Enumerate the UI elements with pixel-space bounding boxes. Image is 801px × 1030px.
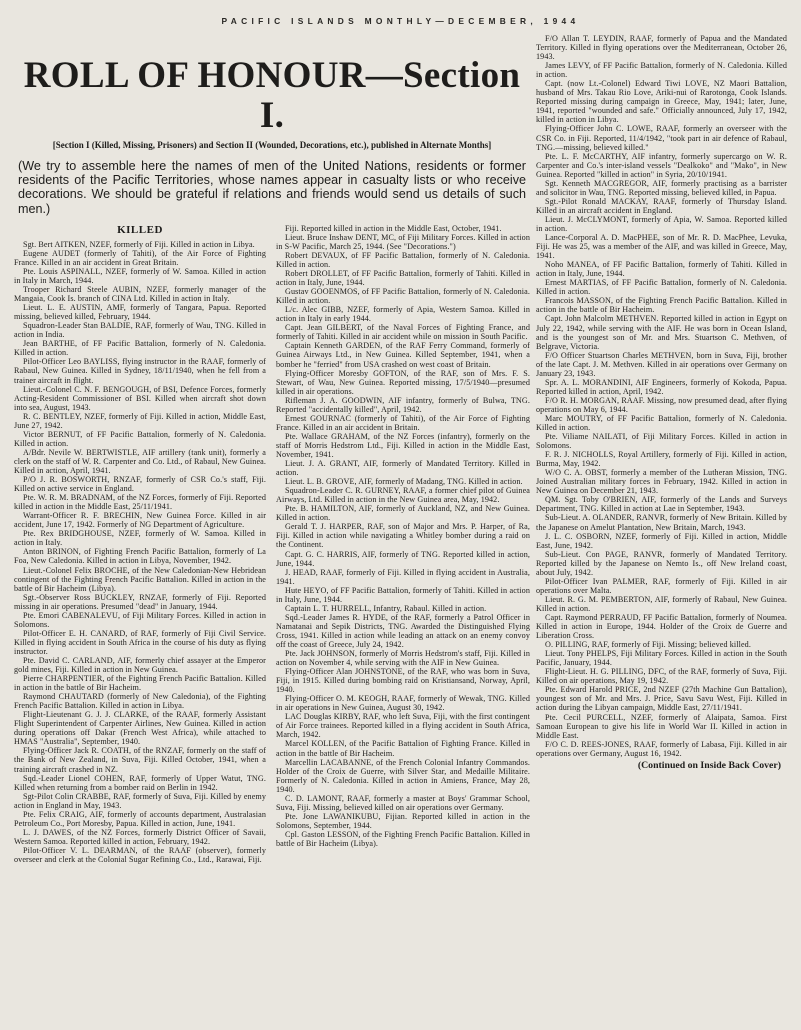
casualty-entry: L. J. DAWES, of the NZ Forces, formerly District Officer of Savaii, Western Samoa. Reported killed in action, February, 1942. — [14, 827, 266, 846]
casualty-entry: QM. Sgt. Toby O'BRIEN, AIF, formerly of the Lands and Surveys Department, TNG. Killed in action at Lae in September, 1943. — [536, 495, 787, 514]
casualty-entry: Cpl. Gaston LESSON, of the Fighting French Pacific Battalion. Killed in battle of Bir Hacheim (Libya). — [276, 829, 530, 848]
casualty-entry: Victor BERNUT, of FF Pacific Battalion, formerly of N. Caledonia. Killed in action. — [14, 429, 266, 448]
casualty-entry: Pte. B. HAMILTON, AIF, formerly of Auckland, NZ, and New Guinea. Killed in action. — [276, 504, 530, 523]
casualty-entry: Pte. Cecil PURCELL, NZEF, formerly of Alaipata, Samoa. First Samoan European to give his life in World War II. Killed in action in Middle East. — [536, 712, 787, 740]
casualty-entry: Lieut. J. A. GRANT, AIF, formerly of Mandated Territory. Killed in action. — [276, 459, 530, 478]
casualty-entry: Sgt.-Pilot Ronald MACKAY, RAAF, formerly of Thursday Island. Killed in an aircraft accident in England. — [536, 196, 787, 215]
casualty-entry: Flying-Officer Alan JOHNSTONE, of the RAF, who was born in Suva, Fiji, in 1915. Killed during bombing raid on Kristiansand, Norway, April, 1940. — [276, 667, 530, 695]
casualty-entry: Pte. David C. CARLAND, AIF, formerly chief assayer at the Emperor gold mines, Fiji. Killed in action in New Guinea. — [14, 655, 266, 675]
continued-note: (Continued on Inside Back Cover) — [637, 759, 781, 771]
casualty-entry: W/O C. A. OBST, formerly a member of the Lutheran Mission, TNG. Joined Australian military forces in February, 1942. Killed in action in New Guinea on December 21, 1943. — [536, 468, 787, 496]
casualty-entry: Robert DROLLET, of FF Pacific Battalion, formerly of Tahiti. Killed in action in Italy, June, 1944. — [276, 269, 530, 288]
intro-paragraph: (We try to assemble here the names of men of the United Nations, residents or former residents of the Pacific Territories, whose names appear in casualty lists or who receive decorations. We should be grateful if relations and friends would send us details of such men.) — [18, 159, 526, 216]
page-subtitle: [Section I (Killed, Missing, Prisoners) and Section II (Wounded, Decorations, etc.), published in Alternate Months] — [52, 140, 492, 150]
casualty-entry: Flight-Lieutenant G. J. J. CLARKE, of the RAAF, formerly Assistant Flight Superintendent of Carpenter Airlines, New Guinea. Killed in action during operations off Dakar (French West Africa), while attached to HMAS "Australia", September, 1940. — [14, 710, 266, 747]
casualty-entry: Sqd.-Leader Lionel COHEN, RAF, formerly of Upper Watut, TNG. Killed when returning from a bomber raid on Berlin in 1942. — [14, 773, 266, 792]
casualty-entry: Jean BARTHE, of FF Pacific Battalion, formerly of N. Caledonia. Killed in action. — [14, 339, 266, 358]
casualty-entry: Captain L. T. HURRELL, Infantry, Rabaul. Killed in action. — [285, 603, 487, 613]
casualty-entry: Marcel KOLLEN, of the Pacific Battalion of Fighting France. Killed in action in the battle of Bir Hacheim. — [276, 739, 530, 758]
casualty-entry: Pte. Louis ASPINALL, NZEF, formerly of W. Samoa. Killed in action in Italy in March, 1944. — [14, 266, 266, 285]
casualty-entry: Trooper Richard Steele AUBIN, NZEF, formerly manager of the Mangaia, Cook Is. branch of CINA Ltd. Killed in action in Italy. — [14, 285, 266, 304]
casualty-entry: Pte. Rex BRIDGHOUSE, NZEF, formerly of W. Samoa. Killed in action in Italy. — [14, 529, 266, 548]
casualty-entry: J. L. C. OSBORN, NZEF, formerly of Fiji. Killed in action, Middle East, June, 1942. — [536, 531, 787, 550]
casualty-entry: R. C. BENTLEY, NZEF, formerly of Fiji. Killed in action, Middle East, June 27, 1942. — [14, 411, 266, 430]
casualty-entry: Capt. John Malcolm METHVEN. Reported killed in action in Egypt on July 22, 1942, while serving with the AIF. He was born in Ocean Island, and is the youngest son of Mr. and Mrs. Stuartson C. Methven, of Belgrave, Victoria. — [536, 314, 787, 351]
casualty-entry: C. D. LAMONT, RAAF, formerly a master at Boys' Grammar School, Suva, Fiji. Missing, believed killed on air operations over Germany. — [276, 793, 530, 812]
casualty-entry: Marcellin LACABANNE, of the French Colonial Infantry Commandos. Holder of the Croix de Guerre, with Silver Star, and Medaille Militaire. Formerly of N. Caledonia. Killed in action in Amiens, France, May 28, 1940. — [276, 757, 530, 794]
casualty-entry: L/c. Alec GIBB, NZEF, formerly of Apia, Western Samoa. Killed in action in Italy in early 1944. — [276, 305, 530, 324]
column-3 — [530, 34, 787, 1018]
column-2-entries — [276, 224, 530, 848]
casualty-entry: Lieut.-Colonel C. N. F. BENGOUGH, of BSI, Defence Forces, formerly Acting-Resident Commissioner of BSI. Killed when aircraft shot down into sea, August, 1943. — [14, 384, 266, 412]
casualty-entry: Sub-Lieut. Con PAGE, RANVR, formerly of Mandated Territory. Reported killed by the Japanese on Nemto Is., off New Ireland coast, about July, 1942. — [536, 549, 787, 577]
casualty-entry: Pilot-Officer V. L. DEARMAN, of the RAAF (observer), formerly overseer and clerk at the Colonial Sugar Refining Co., Ltd., Rarawai, Fiji. — [14, 845, 266, 864]
casualty-entry: Pte. Jack JOHNSON, formerly of Morris Hedstrom's staff, Fiji. Killed in action on November 4, while serving with the AIF in New Guinea. — [276, 649, 530, 668]
casualty-entry: Flight-Lieut. H. G. PILLING, DFC, of the RAF, formerly of Suva, Fiji. Killed on air operations, May 19, 1942. — [536, 667, 787, 686]
casualty-entry: Flying-Officer John C. LOWE, RAAF, formerly an overseer with the CSR Co. in Fiji. Reported, 11/4/1942, "took part in air defence of Rabaul, TNG.—missing, believed killed." — [536, 124, 787, 152]
running-head: PACIFIC ISLANDS MONTHLY—DECEMBER, 1944 — [221, 16, 580, 26]
casualty-entry: Pte. Viliame NAILATI, of Fiji Military Forces. Killed in action in Solomons. — [536, 432, 787, 451]
casualty-entry: Lieut.-Colonel Felix BROCHE, of the New Caledonian-New Hebridean contingent of the Fighting French Pacific Battalion. Killed in action in the battle of Bir Hacheim (Libya). — [14, 565, 266, 593]
casualty-entry: Pte. Wallace GRAHAM, of the NZ Forces (infantry), formerly on the staff of Morris Hedstrom Ltd., Fiji. Killed in action in the Middle East, November, 1941. — [276, 431, 530, 459]
casualty-entry: P/O J. R. BOSWORTH, RNZAF, formerly of CSR Co.'s staff, Fiji. Killed on active service in England. — [14, 475, 266, 494]
casualty-entry: Pilot-Officer Leo BAYLISS, flying instructor in the RAAF, formerly of Rabaul, New Guinea. Killed in Sydney, 18/11/1940, when he fell from a trainer aircraft in flight. — [14, 357, 266, 385]
casualty-entry: Capt. (now Lt.-Colonel) Edward Tiwi LOVE, NZ Maori Battalion, husband of Mrs. Takau Rio Love, Ariki-nui of Rarotonga, Cook Islands. Reported missing during campaign in Greece, May, 1941; later, June, 1941, reported "wounded and safe." Officially announced, July 17, 1942, killed in action in Libya. — [536, 79, 787, 125]
casualty-entry: J. HEAD, RAAF, formerly of Fiji. Killed in flying accident in Australia, 1941. — [276, 567, 530, 586]
casualty-entry: F/O Allan T. LEYDIN, RAAF, formerly of Papua and the Mandated Territory. Killed in flying operations over the Mediterranean, October 26, 1943. — [536, 34, 787, 62]
casualty-entry: Gustav GOOENMOS, of FF Pacific Battalion, formerly of N. Caledonia. Killed in action. — [276, 287, 530, 306]
casualty-entry: Lance-Corporal A. D. MacPHEE, son of Mr. R. D. MacPhee, Levuka, Fiji. He was 25, was a member of the AIF, and was killed in Greece, May, 1941. — [536, 233, 787, 261]
casualty-entry: F/O R. H. MORGAN, RAAF. Missing, now presumed dead, after flying operations on May 6, 1944. — [536, 395, 787, 414]
page-title: ROLL OF HONOUR—Section I. — [23, 55, 521, 136]
casualty-entry: LAC Douglas KIRBY, RAF, who left Suva, Fiji, with the first contingent of Air Force trainees. Reported killed in a flying accident in South Africa, March, 1942. — [276, 712, 530, 740]
casualty-entry: F. R. J. NICHOLLS, Royal Artillery, formerly of Fiji. Killed in action, Burma, May, 1942. — [536, 450, 787, 469]
casualty-entry: Anton BRINON, of Fighting French Pacific Battalion, formerly of La Foa, New Caledonia. Killed in action in Libya, November, 1942. — [14, 547, 266, 566]
casualty-entry: Spr. A. L. MORANDINI, AIF Engineers, formerly of Kokoda, Papua. Reported killed in action, April, 1942. — [536, 377, 787, 396]
casualty-entry: Capt. Jean GILBERT, of the Naval Forces of Fighting France, and formerly of Tahiti. Killed in air accident while on mission in South Pacific. — [276, 323, 530, 342]
casualty-entry: Sgt. Bert AITKEN, NZEF, formerly of Fiji. Killed in action in Libya. — [23, 239, 255, 249]
casualty-entry: Squadron-Leader C. R. GURNEY, RAAF, a former chief pilot of Guinea Airways, Ltd. Killed in action in the New Guinea area, May, 1942. — [276, 486, 530, 505]
casualty-entry: Lieut. L. E. AUSTIN, AMF, formerly of Tangara, Papua. Reported missing, believed killed, February, 1944. — [14, 303, 266, 322]
casualty-entry: Warrant-Officer R. F. BRECHIN, New Guinea Force. Killed in air accident, June 17, 1942. Formerly of NG Department of Agriculture. — [14, 511, 266, 530]
casualty-entry: F/O C. D. REES-JONES, RAAF, formerly of Labasa, Fiji. Killed in air operations over Germany, August 16, 1942. — [536, 739, 787, 758]
casualty-entry: Sgt. Kenneth MACGREGOR, AIF, formerly practising as a barrister and solicitor in Wau, TNG. Reported missing, believed killed, in Papua. — [536, 178, 787, 197]
lower-columns — [14, 224, 530, 1018]
casualty-entry: Flying-Officer Jack R. COATH, of the RNZAF, formerly on the staff of the Bank of New Zealand, in Suva, Fiji. Killed October, 1941, when a training aircraft crashed in NZ. — [14, 746, 266, 774]
casualty-entry: Lieut. R. G. M. PEMBERTON, AIF, formerly of Rabaul, New Guinea. Killed in action. — [536, 594, 787, 613]
casualty-entry: James LEVY, of FF Pacific Battalion, formerly of N. Caledonia. Killed in action. — [536, 61, 787, 80]
casualty-entry: O. PILLING, RAF, formerly of Fiji. Missing; believed killed. — [545, 640, 751, 650]
casualty-entry: Hute HEYO, of FF Pacific Battalion, formerly of Tahiti. Killed in action in Italy, June, 1944. — [276, 585, 530, 604]
casualty-entry: Sub-Lieut. A. OLANDER, RANVR, formerly of New Britain. Killed by the Japanese on Amelut Plantation, New Britain, March, 1943. — [536, 513, 787, 532]
page-columns — [14, 34, 787, 1018]
casualty-entry: Pte. Edward Harold PRICE, 2nd NZEF (27th Machine Gun Battalion), youngest son of Mr. and Mrs. J. Price, Savu Savu West, Fiji. Killed in action during the Libyan campaign, Middle East, 27/11/1941. — [536, 685, 787, 713]
casualty-entry: Pte. Emori CABENALEVU, of Fiji Military Forces. Killed in action in Solomons. — [14, 610, 266, 629]
column-2 — [272, 224, 530, 1018]
casualty-entry: Sgt.-Observer Ross BUCKLEY, RNZAF, formerly of Fiji. Reported missing in air operations. Presumed "dead" in January, 1944. — [14, 592, 266, 611]
casualty-entry: Gerald T. J. HARPER, RAF, son of Major and Mrs. P. Harper, of Ra, Fiji. Killed in action while navigating a Whitley bomber during a raid on the Continent. — [276, 522, 530, 550]
casualty-entry: Rifleman J. A. GOODWIN, AIF infantry, formerly of Bulwa, TNG. Reported "accidentally killed", April, 1942. — [276, 395, 530, 414]
column-1-entries — [14, 240, 266, 864]
casualty-entry: Fiji. Reported killed in action in the Middle East, October, 1941. — [285, 223, 502, 233]
casualty-entry: Pte. Felix CRAIG, AIF, formerly of accounts department, Australasian Petroleum Co., Port Moresby, Papua. Killed in action, June, 1941. — [14, 809, 266, 828]
casualty-entry: Lieut. L. B. GROVE, AIF, formerly of Madang, TNG. Killed in action. — [285, 477, 523, 487]
casualty-entry: Ernest GOURNAC (formerly of Tahiti), of the Air Force of Fighting France. Killed in an air accident in Britain. — [276, 413, 530, 432]
casualty-entry: Eugene AUDET (formerly of Tahiti), of the Air Force of Fighting France. Killed in an air accident in Great Britain. — [14, 248, 266, 267]
casualty-entry: Lieut. J. McCLYMONT, formerly of Apia, W. Samoa. Reported killed in action. — [536, 214, 787, 233]
casualty-entry: Lieut. Tony PHELPS, Fiji Military Forces. Killed in action in the South Pacific, January, 1944. — [536, 649, 787, 668]
casualty-entry: Marc MOUTRY, of FF Pacific Battalion, formerly of N. Caledonia. Killed in action. — [536, 413, 787, 433]
casualty-entry: Pilot-Officer E. H. CANARD, of RAF, formerly of Fiji Civil Service. Killed in flying accident in South Africa in the course of his duty as flying instructor. — [14, 628, 266, 656]
left-block — [14, 34, 530, 1018]
casualty-entry: Squadron-Leader Stan BALDIE, RAF, formerly of Wau, TNG. Killed in action in India. — [14, 321, 266, 340]
casualty-entry: Capt. G. C. HARRIS, AIF, formerly of TNG. Reported killed in action, June, 1944. — [276, 549, 530, 568]
casualty-entry: Pilot-Officer Ivan PALMER, RAF, formerly of Fiji. Killed in air operations over Malta. — [536, 576, 787, 595]
casualty-entry: Sgt-Pilot Colin CRABBE, RAF, formerly of Suva, Fiji. Killed by enemy action in England in May, 1943. — [14, 791, 266, 810]
section-heading-killed: KILLED — [117, 223, 163, 236]
casualty-entry: Pte. L. F. McCARTHY, AIF infantry, formerly supercargo on W. R. Carpenter and Co.'s inter-island vessels "Dealkoko" and "Mako", in New Guinea. Reported "killed in action" in Syria, 20/10/1941. — [536, 151, 787, 179]
casualty-entry: Flying-Officer O. M. KEOGH, RAAF, formerly of Wewak, TNG. Killed in air operations in New Guinea, August 30, 1942. — [276, 694, 530, 713]
casualty-entry: Ernest MARTIAS, of FF Pacific Battalion, formerly of N. Caledonia. Killed in action. — [536, 278, 787, 297]
casualty-entry: Captain Kenneth GARDEN, of the RAF Ferry Command, formerly of Guinea Airways Ltd., in New Guinea. Killed September, 1941, when a bomber he "ferried" from USA crashed on west coast of Britain. — [276, 341, 530, 369]
magazine-page — [14, 12, 787, 1022]
casualty-entry: Sqd.-Leader James R. HYDE, of the RAF, formerly a Patrol Officer in Namatanai and Sepik Districts, TNG. Awarded the Distinguished Flying Cross, 1941. Killed in action while leading an attack on an enemy convoy off the coast of Greece, July 24, 1942. — [276, 612, 530, 649]
casualty-entry: Francois MASSON, of the Fighting French Pacific Battalion. Killed in action in the battle of Bir Hacheim. — [536, 296, 787, 315]
casualty-entry: Lieut. Bruce Inshaw DENT, MC, of Fiji Military Forces. Killed in action in S-W Pacific, March 25, 1944. (See "Decorations.") — [276, 232, 530, 251]
column-1 — [14, 224, 272, 1018]
casualty-entry: Capt. Raymond PERRAUD, FF Pacific Battalion, formerly of Noumea. Killed in action in Europe, 1944. Holder of the Croix de Guerre and Liberation Cross. — [536, 613, 787, 641]
casualty-entry: Pierre CHARPENTIER, of the Fighting French Pacific Battalion. Killed in action in the battle of Bir Hacheim. — [14, 674, 266, 693]
column-3-entries — [536, 34, 787, 758]
casualty-entry: Flying-Officer Moresby GOFTON, of the RAF, son of Mrs. F. S. Stewart, of Wau, New Guinea. Reported missing, 17/5/1940—presumed killed in air operations. — [276, 368, 530, 396]
casualty-entry: Pte. W. R. M. BRADNAM, of the NZ Forces, formerly of Fiji. Reported killed in action in the Middle East, 25/11/1941. — [14, 493, 266, 512]
casualty-entry: Pte. Jone LAWANIKUBU, Fijian. Reported killed in action in the Solomons, September, 1944. — [276, 811, 530, 830]
casualty-entry: F/O Officer Stuartson Charles METHVEN, born in Suva, Fiji, brother of the late Capt. J. M. Methven. Killed in air operations over Germany on January 23, 1943. — [536, 350, 787, 378]
casualty-entry: Robert DEVAUX, of FF Pacific Battalion, formerly of N. Caledonia. Killed in action. — [276, 250, 530, 269]
casualty-entry: Noho MANEA, of FF Pacific Battalion, formerly of Tahiti. Killed in action in Italy, June, 1944. — [536, 260, 787, 279]
casualty-entry: A/Bdr. Nevile W. BERTWISTLE, AIF artillery (tank unit), formerly a clerk on the staff of W. R. Carpenter and Co. Ltd., of Rabaul, New Guinea. Killed in action, April, 1941. — [14, 447, 266, 475]
casualty-entry: Raymond CHAUTARD (formerly of New Caledonia), of the Fighting French Pacific Battalion. Killed in action in Libya. — [14, 692, 266, 711]
